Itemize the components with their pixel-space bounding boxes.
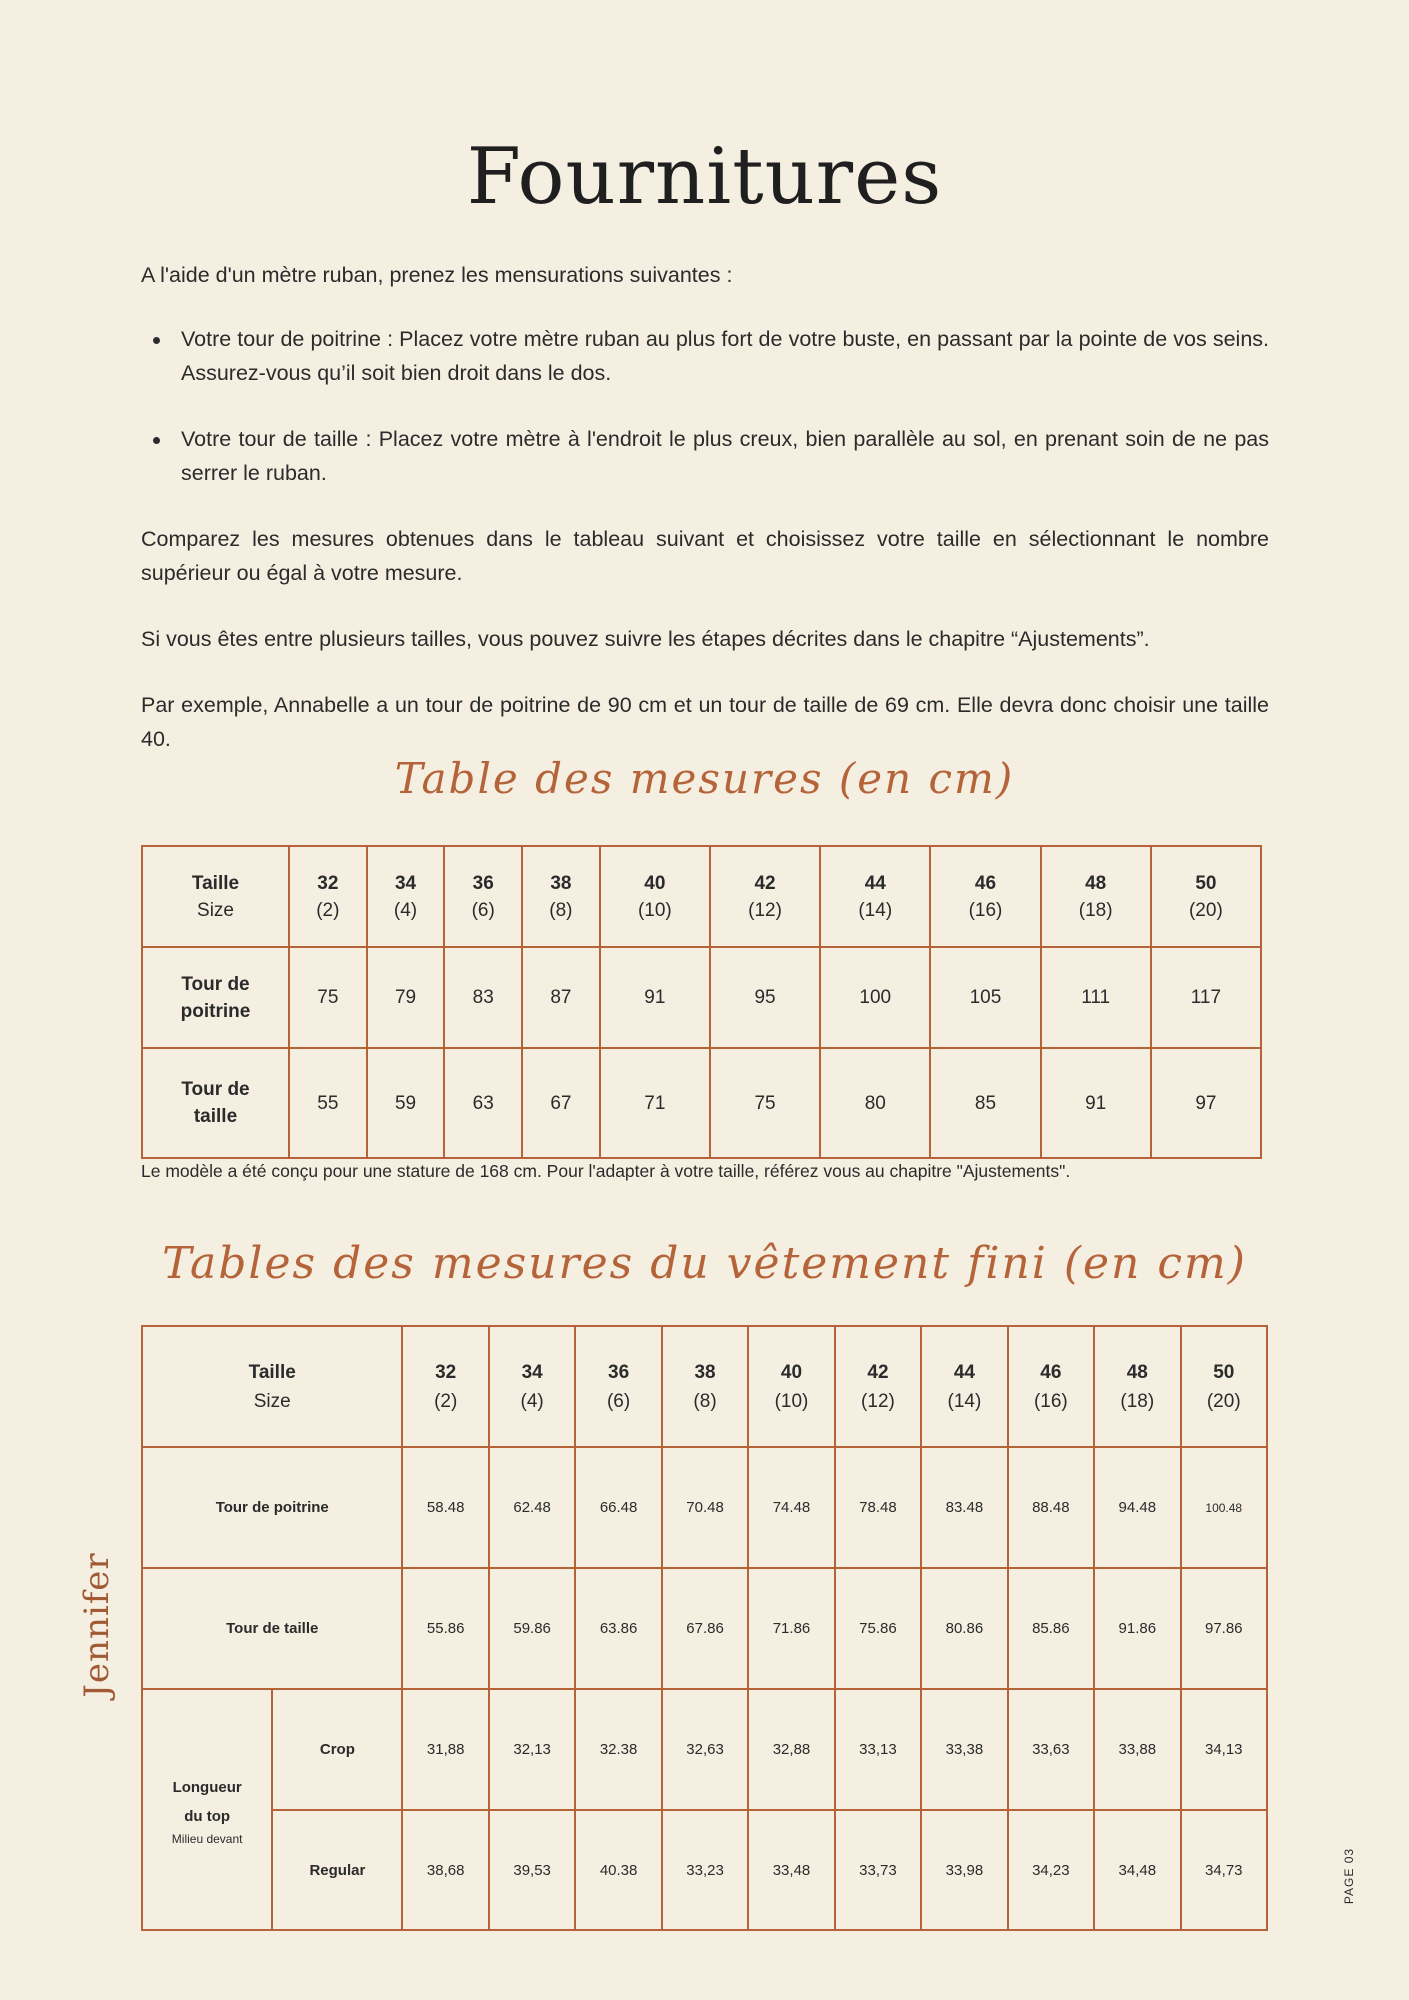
size-cell: 40 (10)	[748, 1326, 834, 1447]
row-label-subtext: Milieu devant	[171, 1831, 243, 1846]
intro-section	[141, 258, 1269, 788]
value-cell: 59.86	[489, 1568, 575, 1689]
value-cell: 62.48	[489, 1447, 575, 1568]
size-cell: 40 (10)	[600, 846, 710, 947]
row-label-regular: Regular	[272, 1810, 402, 1930]
size-cell: 34 (4)	[367, 846, 445, 947]
row-label-crop: Crop	[272, 1689, 402, 1810]
size-cell: 42 (12)	[835, 1326, 921, 1447]
bullet-waist: Votre tour de taille : Placez votre mètre à l'endroit le plus creux, bien parallèle au sol, en prenant soin de ne pas serrer le ruban.	[141, 422, 1269, 490]
size-header-label: Taille	[191, 872, 240, 894]
value-cell: 33,73	[835, 1810, 921, 1930]
value-cell: 33,38	[921, 1689, 1007, 1810]
value-cell: 94.48	[1094, 1447, 1180, 1568]
value-cell: 85	[930, 1048, 1040, 1158]
row-label-top-length: Longueur du top Milieu devant	[142, 1689, 272, 1930]
table-row	[142, 846, 1261, 947]
value-cell: 59	[367, 1048, 445, 1158]
size-cell: 48 (18)	[1094, 1326, 1180, 1447]
value-cell: 34,23	[1008, 1810, 1094, 1930]
row-label-waist: Tour de taille	[142, 1048, 289, 1158]
table-row	[142, 1048, 1261, 1158]
value-cell: 32,63	[662, 1689, 748, 1810]
value-cell: 87	[522, 947, 600, 1048]
table-row	[142, 1326, 1267, 1447]
value-cell: 33,13	[835, 1689, 921, 1810]
size-cell: 48 (18)	[1041, 846, 1151, 947]
size-cell: 44 (14)	[820, 846, 930, 947]
value-cell: 91	[1041, 1048, 1151, 1158]
value-cell: 111	[1041, 947, 1151, 1048]
size-cell: 44 (14)	[921, 1326, 1007, 1447]
value-cell: 80	[820, 1048, 930, 1158]
value-cell: 78.48	[835, 1447, 921, 1568]
measurement-list	[141, 322, 1269, 490]
table1-title: Table des mesures (en cm)	[394, 754, 1015, 803]
bullet-bust: Votre tour de poitrine : Placez votre mètre ruban au plus fort de votre buste, en passant par la pointe de vos seins. Assurez-vous qu’il soit bien droit dans le dos.	[141, 322, 1269, 390]
size-cell: 50 (20)	[1181, 1326, 1267, 1447]
size-header-label: Taille	[248, 1361, 296, 1383]
table-row	[142, 1689, 1267, 1810]
value-cell: 55.86	[402, 1568, 488, 1689]
intro-text: A l'aide d'un mètre ruban, prenez les mensurations suivantes :	[141, 263, 733, 287]
value-cell: 34,13	[1181, 1689, 1267, 1810]
size-cell: 46 (16)	[930, 846, 1040, 947]
value-cell: 100	[820, 947, 930, 1048]
value-cell: 75	[289, 947, 367, 1048]
value-cell: 75	[710, 1048, 820, 1158]
value-cell: 32,13	[489, 1689, 575, 1810]
value-cell: 71.86	[748, 1568, 834, 1689]
value-cell: 91.86	[1094, 1568, 1180, 1689]
value-cell: 117	[1151, 947, 1261, 1048]
value-cell: 33,48	[748, 1810, 834, 1930]
table-row	[142, 947, 1261, 1048]
value-cell: 58.48	[402, 1447, 488, 1568]
value-cell: 74.48	[748, 1447, 834, 1568]
value-cell: 40.38	[575, 1810, 661, 1930]
value-cell: 91	[600, 947, 710, 1048]
value-cell: 88.48	[1008, 1447, 1094, 1568]
size-cell: 46 (16)	[1008, 1326, 1094, 1447]
size-cell: 32 (2)	[402, 1326, 488, 1447]
value-cell: 33,98	[921, 1810, 1007, 1930]
row-label-bust: Tour de poitrine	[142, 947, 289, 1048]
value-cell: 63.86	[575, 1568, 661, 1689]
value-cell: 70.48	[662, 1447, 748, 1568]
value-cell: 71	[600, 1048, 710, 1158]
value-cell: 85.86	[1008, 1568, 1094, 1689]
between-sizes-paragraph: Si vous êtes entre plusieurs tailles, vous pouvez suivre les étapes décrites dans le chapitre “Ajustements”.	[141, 627, 1150, 651]
size-cell: 42 (12)	[710, 846, 820, 947]
size-cell: 36 (6)	[444, 846, 522, 947]
value-cell: 66.48	[575, 1447, 661, 1568]
size-cell: 50 (20)	[1151, 846, 1261, 947]
size-header-cell	[142, 1326, 402, 1447]
value-cell: 33,23	[662, 1810, 748, 1930]
value-cell: 105	[930, 947, 1040, 1048]
value-cell: 80.86	[921, 1568, 1007, 1689]
value-cell: 34,73	[1181, 1810, 1267, 1930]
size-cell: 34 (4)	[489, 1326, 575, 1447]
value-cell: 97	[1151, 1048, 1261, 1158]
value-cell: 97.86	[1181, 1568, 1267, 1689]
table2-title: Tables des mesures du vêtement fini (en cm)	[162, 1238, 1247, 1289]
value-cell: 67.86	[662, 1568, 748, 1689]
row-label-waist: Tour de taille	[142, 1568, 402, 1689]
body-measurements-table	[141, 845, 1262, 1159]
value-cell: 55	[289, 1048, 367, 1158]
row-label-bust: Tour de poitrine	[142, 1447, 402, 1568]
size-header-cell	[142, 846, 289, 947]
value-cell: 32,88	[748, 1689, 834, 1810]
value-cell: 83.48	[921, 1447, 1007, 1568]
table-row	[142, 1810, 1267, 1930]
size-header-sub: Size	[197, 899, 234, 921]
size-cell: 38 (8)	[522, 846, 600, 947]
value-cell: 32.38	[575, 1689, 661, 1810]
value-cell: 33,63	[1008, 1689, 1094, 1810]
table-row	[142, 1568, 1267, 1689]
value-cell: 34,48	[1094, 1810, 1180, 1930]
value-cell: 75.86	[835, 1568, 921, 1689]
value-cell: 39,53	[489, 1810, 575, 1930]
value-cell: 63	[444, 1048, 522, 1158]
value-cell: 67	[522, 1048, 600, 1158]
value-cell: 38,68	[402, 1810, 488, 1930]
example-paragraph: Par exemple, Annabelle a un tour de poitrine de 90 cm et un tour de taille de 69 cm. Elle devra donc choisir une taille 40.	[141, 693, 1269, 751]
value-cell: 33,88	[1094, 1689, 1180, 1810]
finished-garment-table	[141, 1325, 1268, 1931]
page-title: Fournitures	[466, 132, 943, 222]
value-cell: 95	[710, 947, 820, 1048]
size-cell: 32 (2)	[289, 846, 367, 947]
compare-paragraph: Comparez les mesures obtenues dans le tableau suivant et choisissez votre taille en sélectionnant le nombre supérieur ou égal à votre mesure.	[141, 527, 1269, 585]
size-cell: 38 (8)	[662, 1326, 748, 1447]
value-cell: 31,88	[402, 1689, 488, 1810]
value-cell: 79	[367, 947, 445, 1048]
value-cell: 100.48	[1181, 1447, 1267, 1568]
size-cell: 36 (6)	[575, 1326, 661, 1447]
value-cell: 83	[444, 947, 522, 1048]
brand-name: Jennifer	[77, 1552, 117, 1698]
stature-note: Le modèle a été conçu pour une stature de 168 cm. Pour l'adapter à votre taille, référez vous au chapitre "Ajustements".	[141, 1161, 1071, 1181]
table-row	[142, 1447, 1267, 1568]
page-number-label: PAGE 03	[1342, 1847, 1356, 1905]
size-header-sub: Size	[253, 1390, 291, 1412]
